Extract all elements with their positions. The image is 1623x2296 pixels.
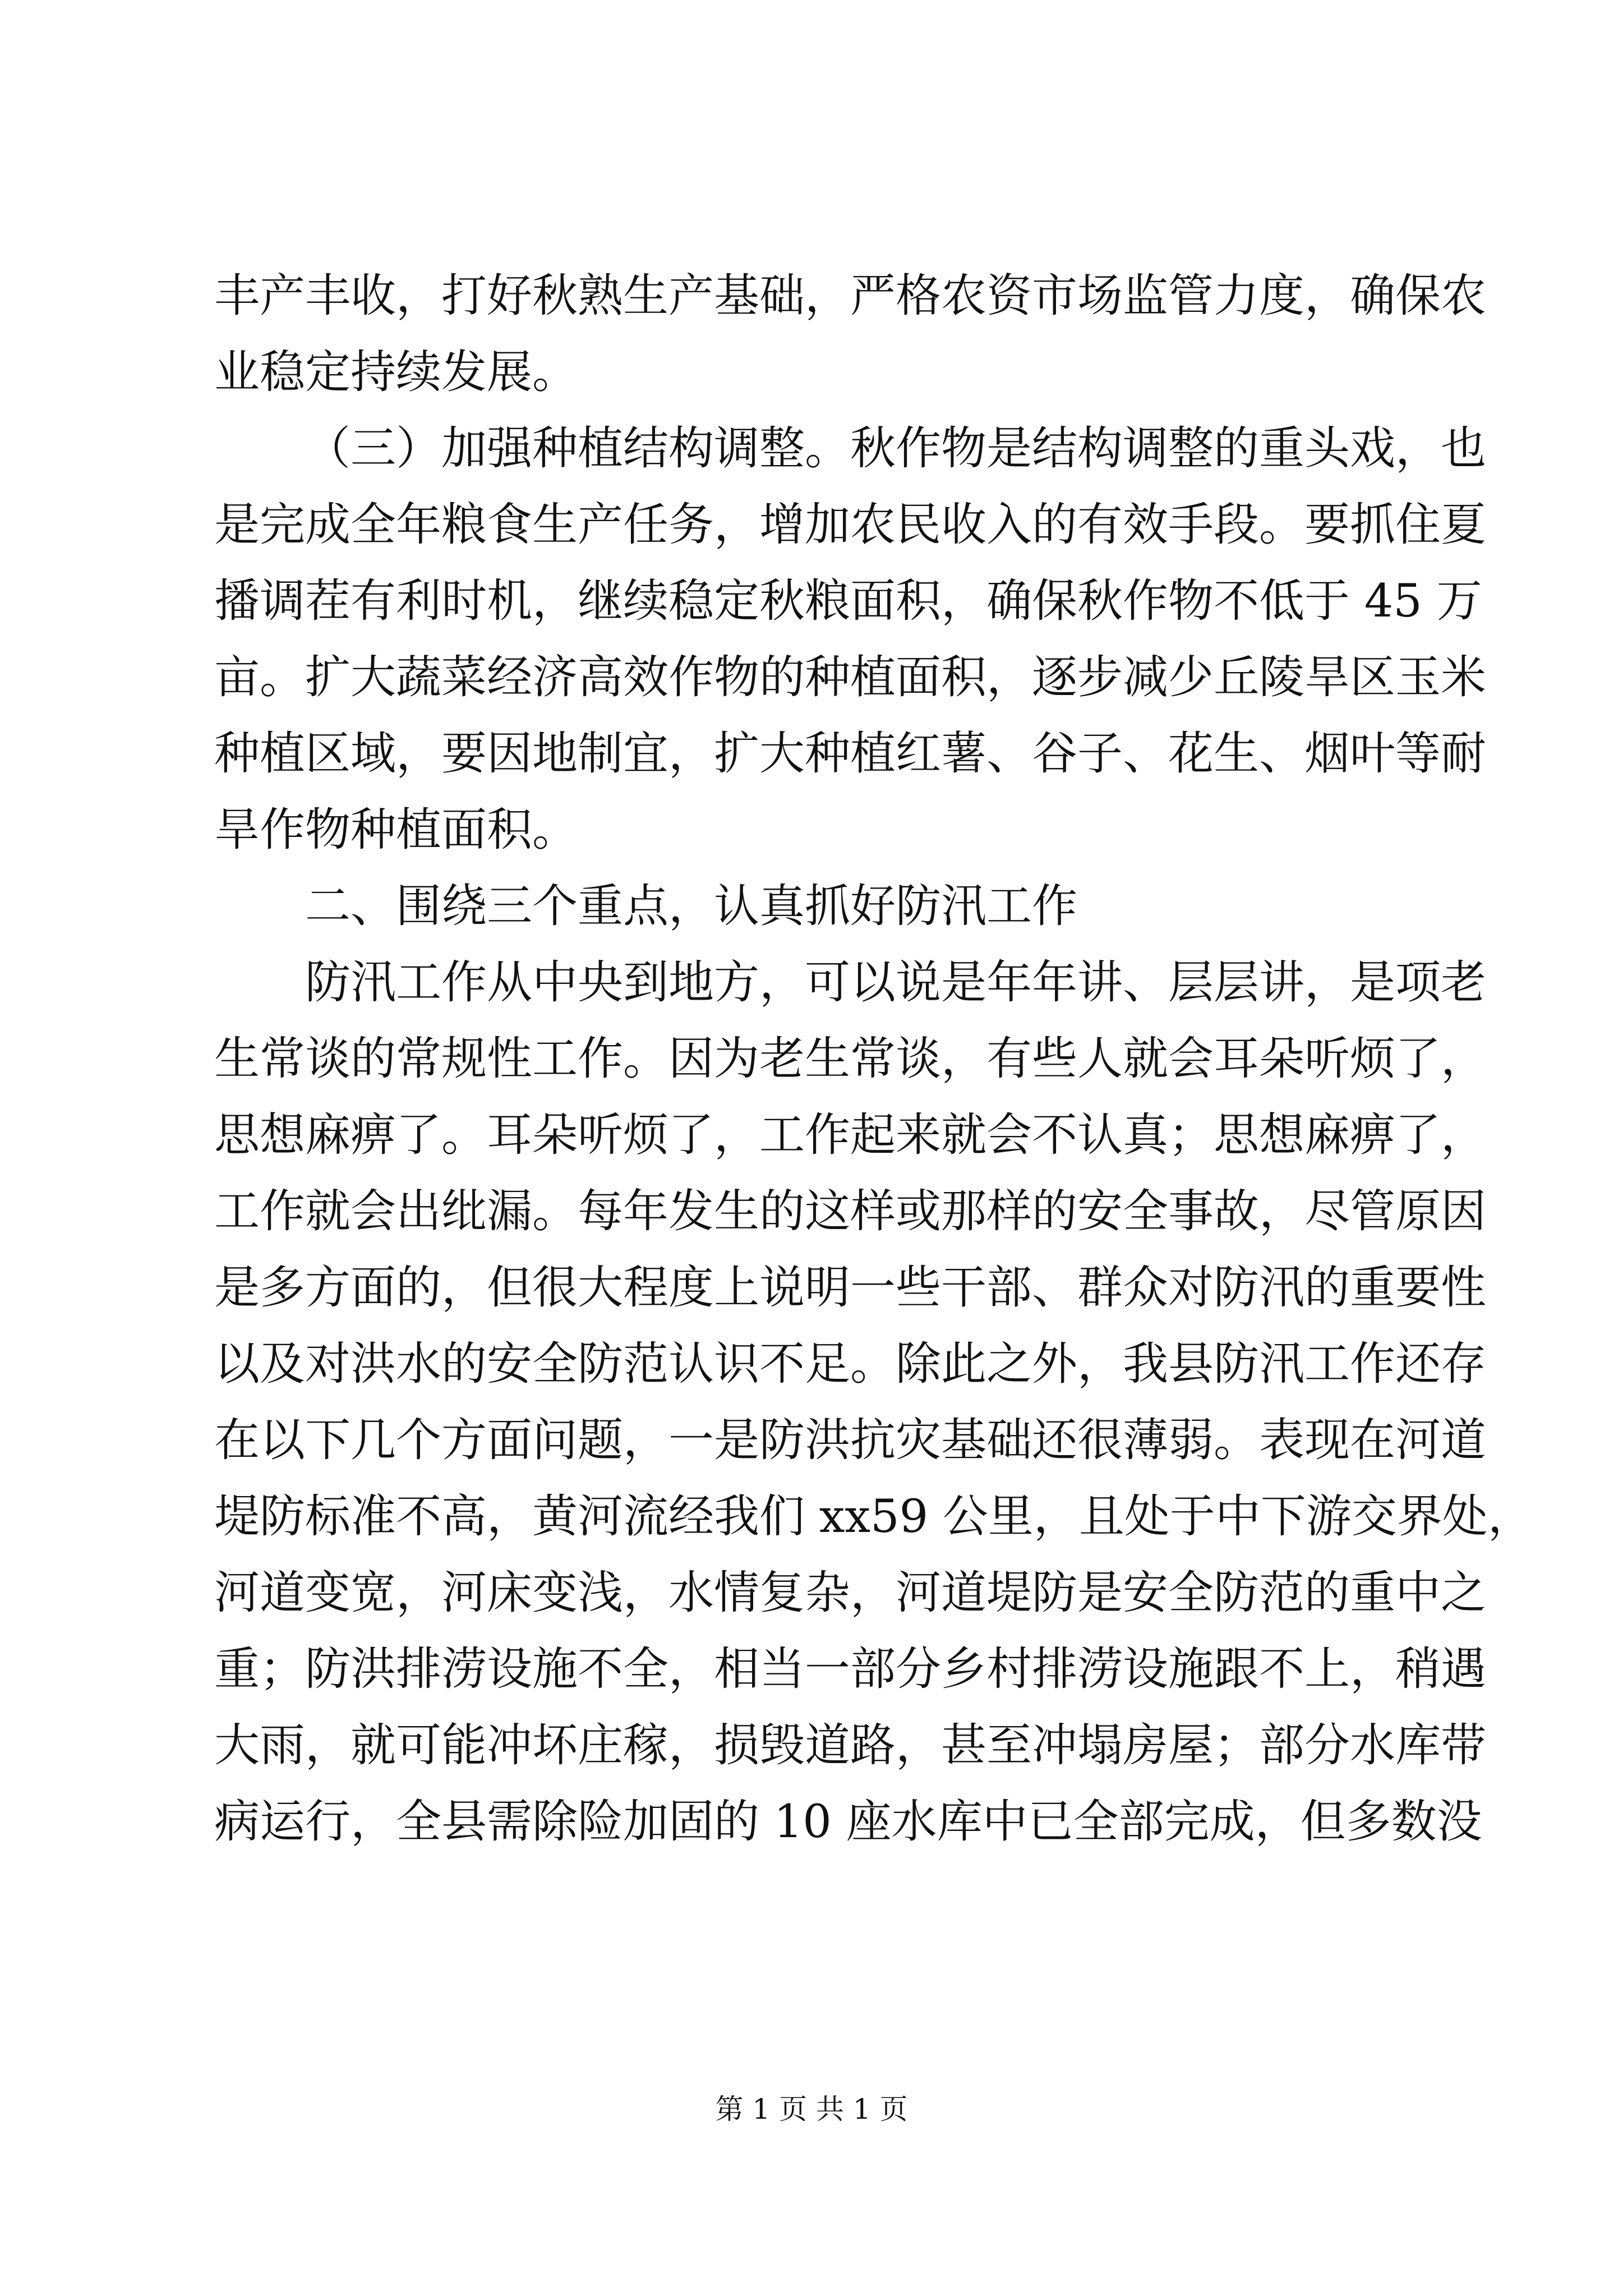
document-body xyxy=(214,258,1533,1860)
text-line: 种植区域，要因地制宜，扩大种植红薯、谷子、花生、烟叶等耐 xyxy=(214,728,1487,780)
text-line: 亩。扩大蔬菜经济高效作物的种植面积，逐步减少丘陵旱区玉米 xyxy=(214,651,1487,704)
text-line: 思想麻痹了。耳朵听烦了，工作起来就会不认真；思想麻痹了， xyxy=(214,1109,1487,1162)
text-line: 河道变宽，河床变浅，水情复杂，河道堤防是安全防范的重中之 xyxy=(214,1567,1487,1619)
page-number: 第 1 页 共 1 页 xyxy=(715,2093,908,2125)
text-line: 是多方面的，但很大程度上说明一些干部、群众对防汛的重要性 xyxy=(214,1262,1487,1314)
text-line: 播调茬有利时机，继续稳定秋粮面积，确保秋作物不低于 45 万 xyxy=(214,575,1482,628)
text-line: 丰产丰收，打好秋熟生产基础，严格农资市场监管力度，确保农 xyxy=(214,270,1487,323)
text-line: 生常谈的常规性工作。因为老生常谈，有些人就会耳朵听烦了， xyxy=(214,1033,1487,1085)
text-line: 防汛工作从中央到地方，可以说是年年讲、层层讲，是项老 xyxy=(305,956,1487,1009)
text-line: 在以下几个方面问题，一是防洪抗灾基础还很薄弱。表现在河道 xyxy=(214,1414,1487,1467)
text-line: 是完成全年粮食生产任务，增加农民收入的有效手段。要抓住夏 xyxy=(214,499,1487,551)
text-line: 工作就会出纰漏。每年发生的这样或那样的安全事故，尽管原因 xyxy=(214,1185,1487,1238)
section-heading: 二、围绕三个重点，认真抓好防汛工作 xyxy=(305,880,1078,933)
text-line: 旱作物种植面积。 xyxy=(214,804,578,857)
text-line: 重；防洪排涝设施不全，相当一部分乡村排涝设施跟不上，稍遇 xyxy=(214,1643,1487,1696)
page-footer xyxy=(0,2090,1623,2129)
text-line: 堤防标准不高，黄河流经我们 xx59 公里，且处于中下游交界处， xyxy=(214,1490,1533,1543)
text-line: 业稳定持续发展。 xyxy=(214,346,578,399)
text-line: 以及对洪水的安全防范认识不足。除此之外，我县防汛工作还存 xyxy=(214,1338,1487,1391)
text-line: （三）加强种植结构调整。秋作物是结构调整的重头戏，也 xyxy=(305,422,1487,475)
text-line: 大雨，就可能冲坏庄稼，损毁道路，甚至冲塌房屋；部分水库带 xyxy=(214,1719,1487,1772)
text-line: 病运行，全县需除险加固的 10 座水库中已全部完成，但多数没 xyxy=(214,1796,1482,1848)
